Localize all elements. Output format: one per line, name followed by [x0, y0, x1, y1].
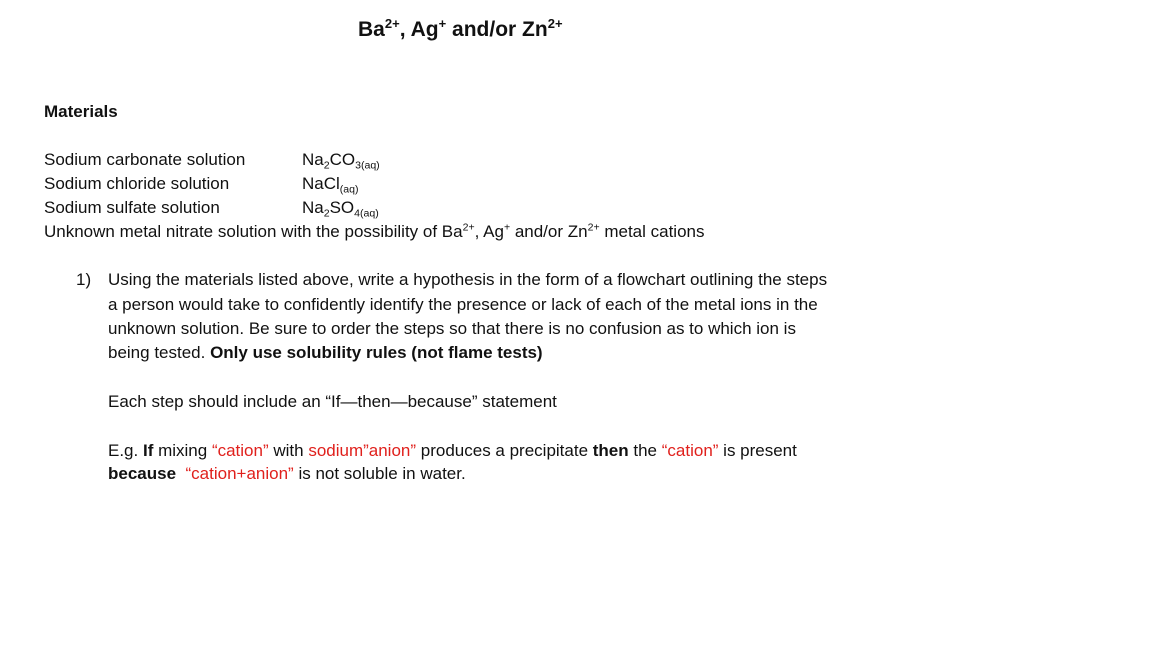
- example-with: with: [268, 441, 309, 460]
- question-line-4: [108, 343, 543, 363]
- example-because: because: [108, 464, 177, 483]
- unknown-ba-charge: 2+: [462, 221, 475, 234]
- example-is-present: is present: [718, 441, 797, 460]
- material-name-carbonate: Sodium carbonate solution: [44, 150, 246, 169]
- example-sodium-anion: sodium”anion”: [308, 441, 417, 460]
- formula-part: Na: [302, 198, 324, 217]
- example-then: then: [592, 441, 629, 460]
- formula-subscript: 2: [323, 159, 330, 172]
- example-cation: “cation”: [211, 441, 269, 460]
- formula-subscript: 4(aq): [354, 207, 379, 220]
- unknown-sep: , Ag: [474, 222, 504, 241]
- title-ag-charge: +: [438, 16, 447, 31]
- formula-part: SO: [329, 198, 355, 217]
- unknown-solution-line: [44, 222, 705, 242]
- each-step-instruction: Each step should include an “If—then—because” statement: [108, 392, 557, 411]
- title-separator: ,: [399, 18, 411, 41]
- unknown-prefix: Unknown metal nitrate solution with the possibility of Ba: [44, 222, 463, 241]
- formula-part: NaCl: [302, 174, 340, 193]
- question-line-4-start: being tested.: [108, 343, 211, 362]
- example-space: [176, 464, 185, 483]
- material-name-sulfate: Sodium sulfate solution: [44, 198, 220, 217]
- title-ba-charge: 2+: [384, 16, 400, 31]
- example-mixing: mixing: [153, 441, 212, 460]
- example-if: If: [142, 441, 154, 460]
- example-not-soluble: is not soluble in water.: [293, 464, 466, 483]
- material-formula-chloride: [302, 174, 359, 194]
- title-ba: Ba: [358, 18, 385, 41]
- title-zn-charge: 2+: [547, 16, 563, 31]
- example-line-2: [108, 464, 466, 484]
- material-name-chloride: Sodium chloride solution: [44, 174, 230, 193]
- material-formula-carbonate: [302, 150, 380, 170]
- example-cation-anion: “cation+anion”: [185, 464, 294, 483]
- example-cation-2: “cation”: [661, 441, 719, 460]
- question-line-3: unknown solution. Be sure to order the steps so that there is no confusion as to which ion is: [108, 319, 796, 338]
- unknown-suffix: metal cations: [599, 222, 705, 241]
- example-line-1: [108, 441, 797, 461]
- formula-subscript: (aq): [339, 183, 359, 196]
- example-produces: produces a precipitate: [416, 441, 593, 460]
- formula-part: Na: [302, 150, 324, 169]
- title-zn: Zn: [522, 18, 548, 41]
- question-line-2: a person would take to confidently identify the presence or lack of each of the metal ions in the: [108, 295, 818, 314]
- material-formula-sulfate: [302, 198, 379, 218]
- formula-subscript: 2: [323, 207, 330, 220]
- solubility-rules-emphasis: Only use solubility rules (not flame tests): [210, 343, 543, 362]
- question-number: 1): [76, 270, 92, 289]
- example-the: the: [628, 441, 662, 460]
- example-prefix: E.g.: [108, 441, 143, 460]
- formula-subscript: 3(aq): [355, 159, 380, 172]
- title-ag: Ag: [410, 18, 439, 41]
- formula-part: CO: [329, 150, 356, 169]
- page-title: [358, 18, 563, 42]
- question-line-1: Using the materials listed above, write a hypothesis in the form of a flowchart outlining the steps: [108, 270, 828, 289]
- materials-heading: Materials: [44, 102, 118, 121]
- title-and-or: and/or: [446, 18, 523, 41]
- unknown-zn-charge: 2+: [587, 221, 600, 234]
- unknown-mid: and/or Zn: [510, 222, 588, 241]
- unknown-ag-charge: +: [503, 221, 511, 234]
